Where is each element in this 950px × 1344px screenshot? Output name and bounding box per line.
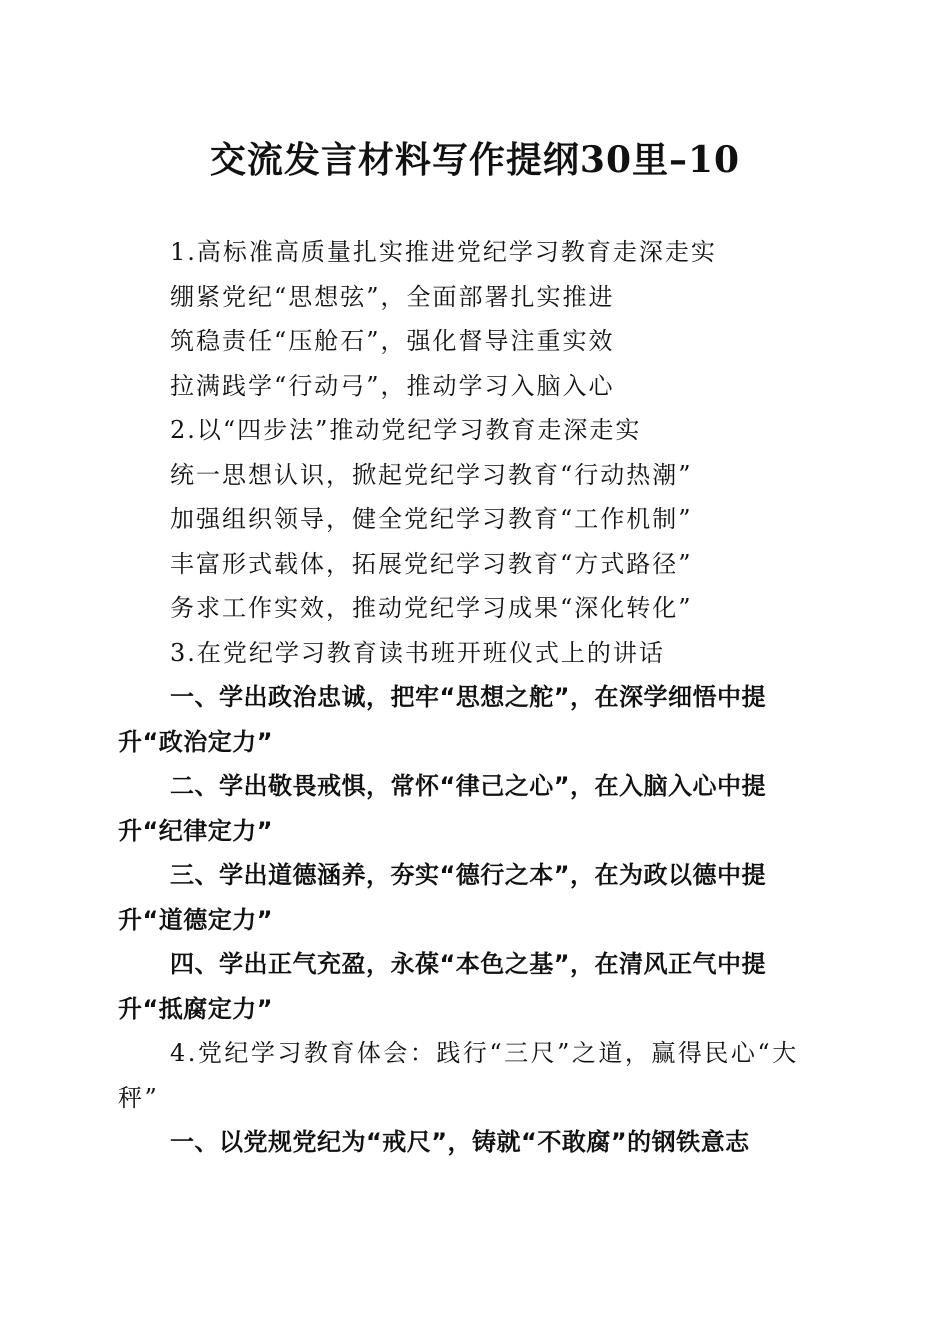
outline-line: 拉满践学“行动弓”，推动学习入脑入心: [170, 371, 615, 400]
outline-line: 1.高标准高质量扎实推进党纪学习教育走深走实: [170, 238, 717, 266]
outline-line: 3.在党纪学习教育读书班开班仪式上的讲话: [170, 638, 665, 667]
bold-paragraph: 一、学出政治忠诚，把牢“思想之舵”，在深学细悟中提升“政治定力”: [118, 683, 767, 756]
bold-paragraph: 四、学出正气充盈，永葆“本色之基”，在清风正气中提升“抵腐定力”: [118, 950, 767, 1023]
section-heading: 4.党纪学习教育体会：践行“三尺”之道，赢得民心“大秤”: [118, 1039, 799, 1112]
document-body: [118, 230, 828, 1165]
bold-paragraph: 三、学出道德涵养，夯实“德行之本”，在为政以德中提升“道德定力”: [118, 861, 767, 934]
outline-line: 筑稳责任“压舱石”，强化督导注重实效: [170, 327, 615, 355]
outline-line: 2.以“四步法”推动党纪学习教育走深走实: [170, 416, 642, 444]
outline-line: 丰富形式载体，拓展党纪学习教育“方式路径”: [170, 549, 693, 578]
outline-line: 绷紧党纪“思想弦”，全面部署扎实推进: [170, 282, 615, 311]
outline-line: 加强组织领导，健全党纪学习教育“工作机制”: [170, 505, 693, 533]
bold-paragraph: 一、以党规党纪为“戒尺”，铸就“不敢腐”的钢铁意志: [170, 1128, 750, 1156]
outline-line: 统一思想认识，掀起党纪学习教育“行动热潮”: [170, 460, 693, 489]
document-title: 交流发言材料写作提纲30里–10: [209, 139, 741, 181]
outline-line: 务求工作实效，推动党纪学习成果“深化转化”: [170, 594, 693, 622]
bold-paragraph: 二、学出敬畏戒惧，常怀“律己之心”，在入脑入心中提升“纪律定力”: [118, 772, 767, 845]
